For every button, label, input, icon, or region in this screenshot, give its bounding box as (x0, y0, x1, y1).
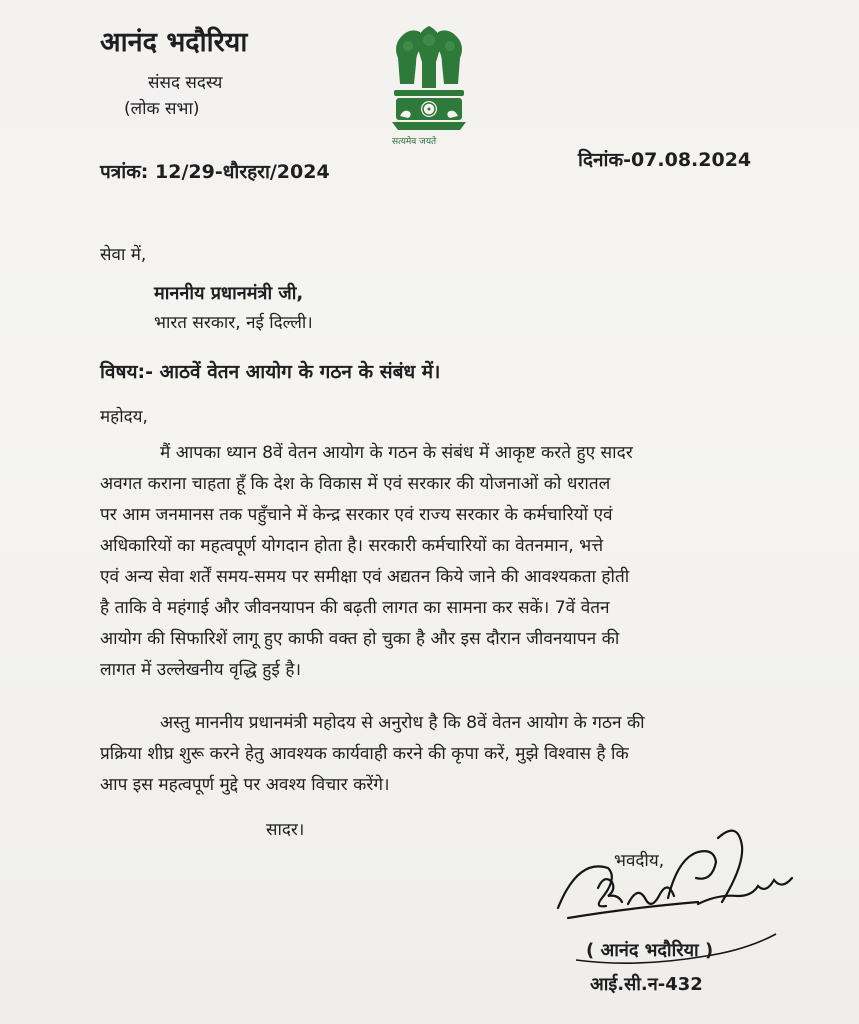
recipient-office: भारत सरकार, नई दिल्ली। (154, 313, 313, 333)
printed-name: ( आनंद भदौरिया ) (586, 940, 714, 961)
salutation: महोदय, (100, 407, 148, 427)
sender-designation: संसद सदस्य (148, 73, 223, 93)
paragraph-line: मैं आपका ध्यान 8वें वेतन आयोग के गठन के संबंध में आकृष्ट करते हुए सादर (160, 443, 633, 463)
closing-regards: सादर। (266, 820, 305, 840)
paragraph-line: पर आम जनमानस तक पहुँचाने में केन्द्र सरकार एवं राज्य सरकार के कर्मचारियों एवं (100, 505, 613, 525)
paragraph-line: आयोग की सिफारिशें लागू हुए काफी वक्त हो चुका है और इस दौरान जीवनयापन की (100, 629, 620, 649)
paragraph-line: अधिकारियों का महत्वपूर्ण योगदान होता है। सरकारी कर्मचारियों का वेतनमान, भत्ते (100, 536, 604, 556)
recipient-title: माननीय प्रधानमंत्री जी, (154, 283, 304, 304)
paragraph-line: लागत में उल्लेखनीय वृद्धि हुई है। (100, 660, 301, 680)
handwritten-signature (548, 818, 808, 938)
paragraph-line: है ताकि वे महंगाई और जीवनयापन की बढ़ती लागत का सामना कर सकें। 7वें वेतन (100, 598, 610, 618)
letter-date: दिनांक-07.08.2024 (578, 149, 752, 171)
sender-name: आनंद भदौरिया (100, 27, 248, 58)
ashoka-emblem-icon (384, 18, 474, 148)
paragraph-line: प्रक्रिया शीघ्र शुरू करने हेतु आवश्यक कार्यवाही करने की कृपा करें, मुझे विश्वास है कि (100, 744, 629, 764)
address-to: सेवा में, (100, 245, 147, 265)
identity-number: आई.सी.न-432 (590, 974, 703, 995)
emblem-motto: सत्यमेव जयते (392, 137, 437, 147)
letter-subject: विषय:- आठवें वेतन आयोग के गठन के संबंध में। (100, 361, 441, 383)
sender-house: (लोक सभा) (124, 99, 200, 119)
paragraph-line: अवगत कराना चाहता हूँ कि देश के विकास में एवं सरकार की योजनाओं को धरातल (100, 474, 611, 494)
paragraph-line: अस्तु माननीय प्रधानमंत्री महोदय से अनुरोध है कि 8वें वेतन आयोग के गठन की (160, 713, 645, 733)
reference-number: पत्रांक: 12/29-धौरहरा/2024 (100, 161, 330, 183)
body-paragraph-1 (100, 438, 772, 686)
body-paragraph-2 (100, 708, 772, 801)
paragraph-line: आप इस महत्वपूर्ण मुद्दे पर अवश्य विचार करेंगे। (100, 775, 390, 795)
closing-yours: भवदीय, (614, 851, 665, 871)
paragraph-line: एवं अन्य सेवा शर्तें समय-समय पर समीक्षा एवं अद्यतन किये जाने की आवश्यकता होती (100, 567, 630, 587)
